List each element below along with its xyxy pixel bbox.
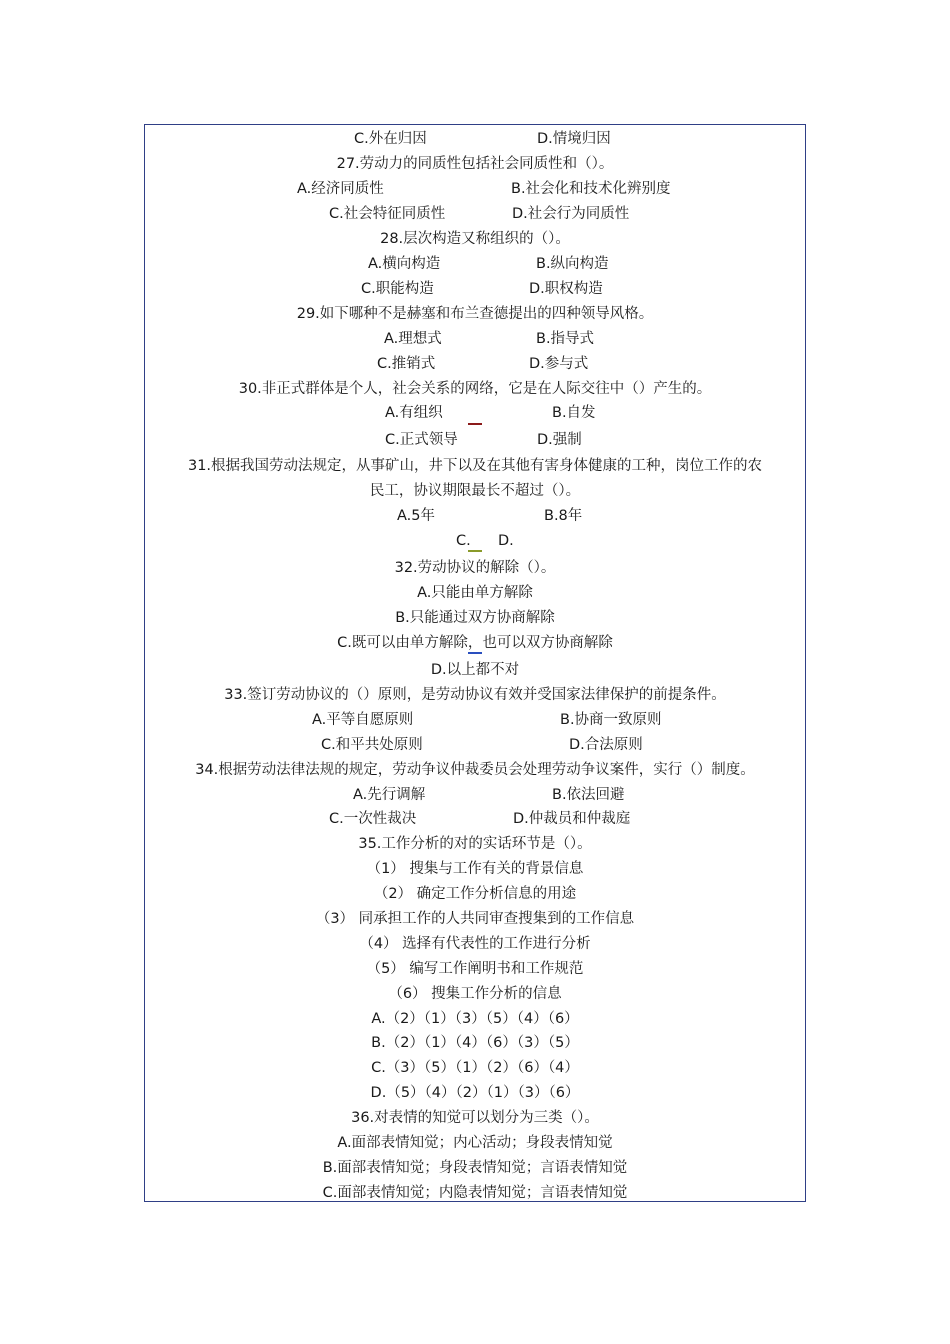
- text-line: 29.如下哪种不是赫塞和布兰查德提出的四种领导风格。: [296, 306, 654, 322]
- underline-mark: [468, 652, 482, 654]
- text-line: 27.劳动力的同质性包括社会同质性和（）。: [336, 156, 614, 172]
- option-right: D.: [498, 533, 514, 549]
- text-line: 30.非正式群体是个人，社会关系的网络，它是在人际交往中（）产生的。: [238, 381, 712, 397]
- text-line: 34.根据劳动法律法规的规定，劳动争议仲裁委员会处理劳动争议案件，实行（）制度。: [195, 762, 755, 778]
- text-line: C.（3）（5）（1）（2）（6）（4）: [371, 1060, 579, 1076]
- text-line: B.面部表情知觉；身段表情知觉；言语表情知觉: [322, 1160, 628, 1176]
- text-line: C.面部表情知觉；内隐表情知觉；言语表情知觉: [322, 1185, 628, 1201]
- text-line: B.（2）（1）（4）（6）（3）（5）: [371, 1035, 579, 1051]
- text-line: （6） 搜集工作分析的信息: [388, 986, 562, 1002]
- text-line: （5） 编写工作阐明书和工作规范: [366, 961, 584, 977]
- option-right: B.指导式: [536, 331, 595, 347]
- option-left: A.平等自愿原则: [312, 712, 414, 728]
- option-right: B.自发: [552, 405, 596, 421]
- option-right: D.社会行为同质性: [512, 206, 630, 222]
- option-left: A.横向构造: [368, 256, 441, 272]
- text-line: （2） 确定工作分析信息的用途: [373, 886, 577, 902]
- option-right: B.8年: [544, 508, 583, 524]
- option-left: A.有组织: [385, 405, 443, 421]
- option-left: C.外在归因: [354, 131, 427, 147]
- option-left: A.先行调解: [353, 787, 426, 803]
- option-left: C.: [456, 533, 471, 549]
- text-line: C.既可以由单方解除，也可以双方协商解除: [337, 635, 613, 651]
- underline-mark: [468, 423, 482, 425]
- option-left: C.职能构造: [361, 281, 434, 297]
- text-line: 28.层次构造又称组织的（）。: [380, 231, 570, 247]
- text-line: D.（5）（4）（2）（1）（3）（6）: [370, 1085, 580, 1101]
- text-line: （1） 搜集与工作有关的背景信息: [366, 861, 584, 877]
- option-left: C.社会特征同质性: [329, 206, 446, 222]
- option-right: D.参与式: [529, 356, 589, 372]
- option-right: D.强制: [537, 432, 582, 448]
- option-right: D.情境归因: [537, 131, 611, 147]
- option-left: C.推销式: [377, 356, 436, 372]
- text-line: A.只能由单方解除: [417, 585, 533, 601]
- option-left: C.一次性裁决: [329, 811, 417, 827]
- option-right: D.仲裁员和仲裁庭: [513, 811, 631, 827]
- option-left: C.正式领导: [385, 432, 458, 448]
- text-line: D.以上都不对: [430, 662, 520, 678]
- text-line: 35.工作分析的对的实话环节是（）。: [358, 836, 592, 852]
- option-left: A.经济同质性: [297, 181, 384, 197]
- text-line: 民工，协议期限最长不超过（）。: [369, 483, 581, 499]
- option-right: D.合法原则: [569, 737, 643, 753]
- text-line: （4） 选择有代表性的工作进行分析: [359, 936, 591, 952]
- text-line: 36.对表情的知觉可以划分为三类（）。: [351, 1110, 599, 1126]
- option-right: B.纵向构造: [536, 256, 609, 272]
- text-line: 33.签订劳动协议的（）原则，是劳动协议有效并受国家法律保护的前提条件。: [224, 687, 726, 703]
- option-right: B.协商一致原则: [560, 712, 662, 728]
- text-line: （3） 同承担工作的人共同审查搜集到的工作信息: [315, 911, 635, 927]
- underline-mark: [468, 550, 482, 552]
- text-line: 31.根据我国劳动法规定，从事矿山，井下以及在其他有害身体健康的工种，岗位工作的农: [187, 458, 763, 474]
- option-right: B.依法回避: [552, 787, 625, 803]
- text-line: A.（2）（1）（3）（5）（4）（6）: [371, 1011, 579, 1027]
- text-line: B.只能通过双方协商解除: [395, 610, 555, 626]
- option-right: D.职权构造: [529, 281, 603, 297]
- option-left: A.5年: [397, 508, 435, 524]
- option-left: C.和平共处原则: [321, 737, 423, 753]
- text-line: 32.劳动协议的解除（）。: [394, 560, 556, 576]
- option-right: B.社会化和技术化辨别度: [511, 181, 671, 197]
- text-line: A.面部表情知觉；内心活动；身段表情知觉: [337, 1135, 613, 1151]
- option-left: A.理想式: [384, 331, 442, 347]
